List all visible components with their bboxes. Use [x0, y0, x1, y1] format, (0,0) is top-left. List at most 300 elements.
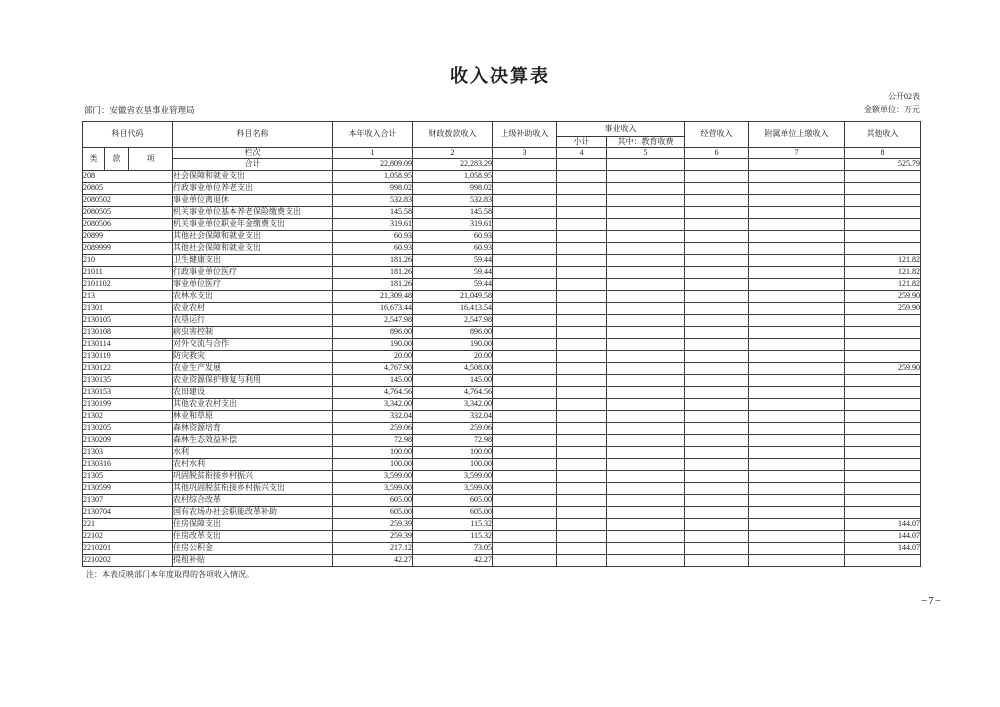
value-cell: 60.93: [333, 243, 413, 255]
value-cell: [845, 483, 921, 495]
value-cell: [493, 243, 557, 255]
subject-name-cell: 事业单位离退休: [173, 195, 333, 207]
value-cell: [557, 459, 607, 471]
value-cell: [493, 411, 557, 423]
value-cell: [749, 219, 845, 231]
value-cell: [845, 555, 921, 567]
value-cell: 16,673.44: [333, 303, 413, 315]
value-cell: [845, 351, 921, 363]
value-cell: 121.82: [845, 267, 921, 279]
value-cell: [493, 195, 557, 207]
table-row: [83, 351, 921, 363]
value-cell: [607, 303, 685, 315]
header-item: 项: [129, 148, 173, 171]
value-cell: [557, 387, 607, 399]
column-index-label: 栏次: [173, 148, 333, 159]
value-cell: [749, 231, 845, 243]
subject-code-cell: 2130122: [83, 363, 173, 375]
subject-name-cell: 提租补贴: [173, 555, 333, 567]
table-row: [83, 387, 921, 399]
value-cell: [607, 435, 685, 447]
subject-name-cell: 农业生产发展: [173, 363, 333, 375]
value-cell: [557, 363, 607, 375]
value-cell: [493, 555, 557, 567]
value-cell: [493, 291, 557, 303]
value-cell: [493, 303, 557, 315]
column-index: 2: [413, 148, 493, 159]
value-cell: [749, 375, 845, 387]
value-cell: 4,508.00: [413, 363, 493, 375]
table-row: [83, 435, 921, 447]
value-cell: 145.58: [413, 207, 493, 219]
value-cell: [845, 447, 921, 459]
table-row: [83, 255, 921, 267]
value-cell: [607, 411, 685, 423]
column-index: 8: [845, 148, 921, 159]
value-cell: [749, 471, 845, 483]
header-fiscal-appropriation: 财政拨款收入: [413, 122, 493, 148]
value-cell: 259.90: [845, 303, 921, 315]
value-cell: 145.00: [333, 375, 413, 387]
value-cell: 4,767.90: [333, 363, 413, 375]
value-cell: 60.93: [413, 243, 493, 255]
value-cell: [607, 399, 685, 411]
value-cell: [557, 279, 607, 291]
value-cell: 190.00: [413, 339, 493, 351]
value-cell: [685, 339, 749, 351]
value-cell: [607, 255, 685, 267]
value-cell: [749, 399, 845, 411]
value-cell: [685, 531, 749, 543]
subject-code-cell: 2130205: [83, 423, 173, 435]
subject-name-cell: 其他巩固脱贫衔接乡村振兴支出: [173, 483, 333, 495]
value-cell: [493, 531, 557, 543]
subject-name-cell: 其他农业农村支出: [173, 399, 333, 411]
page-number: −7−: [921, 595, 942, 607]
value-cell: [557, 219, 607, 231]
value-cell: 259.39: [333, 531, 413, 543]
value-cell: [557, 411, 607, 423]
table-row: [83, 519, 921, 531]
value-cell: 181.26: [333, 279, 413, 291]
subject-name-cell: 农村综合改革: [173, 495, 333, 507]
value-cell: 144.07: [845, 531, 921, 543]
value-cell: [685, 243, 749, 255]
value-cell: [685, 219, 749, 231]
subject-name-cell: 社会保障和就业支出: [173, 171, 333, 183]
value-cell: [607, 423, 685, 435]
value-cell: 42.27: [333, 555, 413, 567]
value-cell: [607, 363, 685, 375]
subject-name-cell: 水利: [173, 447, 333, 459]
table-row: [83, 543, 921, 555]
value-cell: 259.06: [413, 423, 493, 435]
value-cell: [845, 243, 921, 255]
table-row: [83, 483, 921, 495]
value-cell: [557, 183, 607, 195]
value-cell: [493, 171, 557, 183]
subject-code-cell: 2210202: [83, 555, 173, 567]
subject-name-cell: 行政事业单位医疗: [173, 267, 333, 279]
value-cell: [749, 171, 845, 183]
header-class: 类: [83, 148, 105, 171]
table-row: [83, 411, 921, 423]
value-cell: [685, 459, 749, 471]
value-cell: 259.06: [333, 423, 413, 435]
subject-name-cell: 农垦运行: [173, 315, 333, 327]
subject-code-cell: 221: [83, 519, 173, 531]
header-business-income-group: 事业收入: [557, 122, 685, 137]
total-label: 合计: [173, 159, 333, 171]
value-cell: [845, 195, 921, 207]
subject-name-cell: 巩固脱贫衔接乡村振兴: [173, 471, 333, 483]
value-cell: 42.27: [413, 555, 493, 567]
value-cell: 332.04: [413, 411, 493, 423]
value-cell: [607, 351, 685, 363]
column-index: 5: [607, 148, 685, 159]
value-cell: [845, 495, 921, 507]
subject-name-cell: 国有农场办社会职能改革补助: [173, 507, 333, 519]
table-row: [83, 375, 921, 387]
value-cell: [845, 315, 921, 327]
subject-code-cell: 20805: [83, 183, 173, 195]
subject-code-cell: 2089999: [83, 243, 173, 255]
value-cell: [607, 387, 685, 399]
value-cell: 59.44: [413, 267, 493, 279]
value-cell: [685, 279, 749, 291]
header-affiliated-income: 附属单位上缴收入: [749, 122, 845, 148]
value-cell: [685, 315, 749, 327]
table-note: 注：本表反映部门本年度取得的各项收入情况。: [86, 570, 254, 579]
subject-name-cell: 农村水利: [173, 459, 333, 471]
value-cell: [845, 183, 921, 195]
value-cell: 21,309.48: [333, 291, 413, 303]
table-row: [83, 267, 921, 279]
table-row: [83, 507, 921, 519]
value-cell: [493, 183, 557, 195]
table-row: [83, 243, 921, 255]
value-cell: [557, 435, 607, 447]
value-cell: [607, 447, 685, 459]
value-cell: 4,764.56: [333, 387, 413, 399]
subject-code-cell: 21307: [83, 495, 173, 507]
subject-name-cell: 农田建设: [173, 387, 333, 399]
value-cell: [607, 531, 685, 543]
value-cell: [607, 183, 685, 195]
column-index: 4: [557, 148, 607, 159]
value-cell: [493, 351, 557, 363]
table-row: [83, 471, 921, 483]
meta-block: [864, 90, 920, 116]
value-cell: [685, 483, 749, 495]
value-cell: [493, 279, 557, 291]
value-cell: 100.00: [333, 447, 413, 459]
value-cell: 2,547.98: [333, 315, 413, 327]
value-cell: 59.44: [413, 255, 493, 267]
value-cell: 190.00: [333, 339, 413, 351]
subject-code-cell: 21301: [83, 303, 173, 315]
value-cell: [685, 183, 749, 195]
value-cell: [493, 543, 557, 555]
value-cell: 1,058.95: [333, 171, 413, 183]
subject-code-cell: 2130153: [83, 387, 173, 399]
value-cell: [493, 219, 557, 231]
value-cell: [845, 399, 921, 411]
header-business-subtotal: 小计: [557, 137, 607, 148]
value-cell: 121.82: [845, 255, 921, 267]
value-cell: [607, 243, 685, 255]
value-cell: [845, 171, 921, 183]
subject-name-cell: 事业单位医疗: [173, 279, 333, 291]
table-row: [83, 171, 921, 183]
value-cell: [607, 231, 685, 243]
subject-code-cell: 2080506: [83, 219, 173, 231]
subject-name-cell: 病虫害控制: [173, 327, 333, 339]
table-body: [83, 171, 921, 567]
column-index: 6: [685, 148, 749, 159]
subject-name-cell: 农业资源保护修复与利用: [173, 375, 333, 387]
value-cell: [749, 411, 845, 423]
value-cell: [607, 543, 685, 555]
value-cell: [749, 447, 845, 459]
value-cell: 259.39: [333, 519, 413, 531]
value-cell: [845, 423, 921, 435]
value-cell: [493, 519, 557, 531]
value-cell: 605.00: [413, 495, 493, 507]
subject-name-cell: 住房公积金: [173, 543, 333, 555]
value-cell: [749, 183, 845, 195]
value-cell: [685, 195, 749, 207]
table-row: [83, 195, 921, 207]
table-row: [83, 231, 921, 243]
value-cell: 605.00: [413, 507, 493, 519]
value-cell: [845, 231, 921, 243]
total-value: [557, 159, 607, 171]
value-cell: [749, 387, 845, 399]
value-cell: [607, 339, 685, 351]
header-subject-name: 科目名称: [173, 122, 333, 148]
value-cell: 20.00: [333, 351, 413, 363]
department-label: 部门：安徽省农垦事业管理局: [84, 105, 195, 115]
value-cell: [493, 375, 557, 387]
value-cell: [607, 519, 685, 531]
subject-code-cell: 2130119: [83, 351, 173, 363]
table-row: [83, 219, 921, 231]
value-cell: [749, 291, 845, 303]
value-cell: [607, 171, 685, 183]
value-cell: [607, 207, 685, 219]
value-cell: [557, 447, 607, 459]
column-index: 7: [749, 148, 845, 159]
value-cell: 181.26: [333, 255, 413, 267]
value-cell: [493, 483, 557, 495]
value-cell: [607, 459, 685, 471]
value-cell: 115.32: [413, 519, 493, 531]
value-cell: [749, 255, 845, 267]
value-cell: [749, 243, 845, 255]
value-cell: [845, 327, 921, 339]
value-cell: 259.90: [845, 291, 921, 303]
header-current-year-total: 本年收入合计: [333, 122, 413, 148]
value-cell: 60.93: [413, 231, 493, 243]
value-cell: 3,342.00: [413, 399, 493, 411]
value-cell: [493, 255, 557, 267]
value-cell: 896.00: [333, 327, 413, 339]
value-cell: [749, 543, 845, 555]
value-cell: 145.58: [333, 207, 413, 219]
value-cell: [557, 315, 607, 327]
subject-code-cell: 2130704: [83, 507, 173, 519]
value-cell: 259.90: [845, 363, 921, 375]
subject-code-cell: 21303: [83, 447, 173, 459]
subject-code-cell: 2101102: [83, 279, 173, 291]
value-cell: [685, 375, 749, 387]
value-cell: [493, 507, 557, 519]
value-cell: 3,599.00: [333, 471, 413, 483]
table-row: [83, 555, 921, 567]
value-cell: [685, 207, 749, 219]
table-row: [83, 363, 921, 375]
value-cell: [493, 387, 557, 399]
value-cell: [685, 435, 749, 447]
value-cell: 73.05: [413, 543, 493, 555]
value-cell: [685, 303, 749, 315]
value-cell: [557, 195, 607, 207]
value-cell: 2,547.98: [413, 315, 493, 327]
table-row: [83, 447, 921, 459]
value-cell: [845, 219, 921, 231]
value-cell: 896.00: [413, 327, 493, 339]
value-cell: 998.02: [413, 183, 493, 195]
subject-name-cell: 机关事业单位职业年金缴费支出: [173, 219, 333, 231]
total-value: [749, 159, 845, 171]
value-cell: [845, 459, 921, 471]
value-cell: 72.98: [413, 435, 493, 447]
subject-code-cell: 2080502: [83, 195, 173, 207]
value-cell: [607, 375, 685, 387]
value-cell: [493, 495, 557, 507]
value-cell: [749, 279, 845, 291]
table-row: [83, 291, 921, 303]
value-cell: 319.61: [333, 219, 413, 231]
value-cell: [749, 507, 845, 519]
value-cell: [493, 447, 557, 459]
value-cell: [749, 459, 845, 471]
value-cell: [557, 171, 607, 183]
subject-code-cell: 2210201: [83, 543, 173, 555]
value-cell: 181.26: [333, 267, 413, 279]
value-cell: 319.61: [413, 219, 493, 231]
value-cell: [557, 207, 607, 219]
total-value: [493, 159, 557, 171]
value-cell: [557, 339, 607, 351]
subject-code-cell: 2130316: [83, 459, 173, 471]
value-cell: [557, 507, 607, 519]
subject-code-cell: 213: [83, 291, 173, 303]
table-row: [83, 495, 921, 507]
value-cell: [685, 495, 749, 507]
value-cell: [749, 423, 845, 435]
table-row: [83, 303, 921, 315]
page-title: 收入决算表: [450, 66, 550, 86]
value-cell: [493, 339, 557, 351]
value-cell: [493, 471, 557, 483]
value-cell: [607, 507, 685, 519]
value-cell: [845, 207, 921, 219]
subject-code-cell: 2130105: [83, 315, 173, 327]
value-cell: 332.04: [333, 411, 413, 423]
value-cell: [685, 351, 749, 363]
value-cell: [557, 519, 607, 531]
value-cell: 115.32: [413, 531, 493, 543]
value-cell: [685, 555, 749, 567]
total-value: 22,283.29: [413, 159, 493, 171]
value-cell: [557, 267, 607, 279]
value-cell: 605.00: [333, 495, 413, 507]
value-cell: 121.82: [845, 279, 921, 291]
value-cell: 100.00: [333, 459, 413, 471]
subject-code-cell: 21302: [83, 411, 173, 423]
value-cell: 60.93: [333, 231, 413, 243]
value-cell: 217.12: [333, 543, 413, 555]
value-cell: [493, 459, 557, 471]
value-cell: 3,599.00: [413, 471, 493, 483]
subject-name-cell: 森林生态效益补偿: [173, 435, 333, 447]
value-cell: [685, 267, 749, 279]
value-cell: 3,342.00: [333, 399, 413, 411]
value-cell: [493, 267, 557, 279]
value-cell: [685, 543, 749, 555]
value-cell: [749, 531, 845, 543]
value-cell: [557, 495, 607, 507]
value-cell: [557, 399, 607, 411]
value-cell: 998.02: [333, 183, 413, 195]
value-cell: [845, 339, 921, 351]
subject-code-cell: 208: [83, 171, 173, 183]
value-cell: [607, 195, 685, 207]
value-cell: [557, 231, 607, 243]
value-cell: [557, 531, 607, 543]
header-section: 款: [105, 148, 129, 171]
value-cell: [749, 495, 845, 507]
value-cell: [493, 315, 557, 327]
value-cell: [607, 267, 685, 279]
subject-name-cell: 卫生健康支出: [173, 255, 333, 267]
subject-name-cell: 农林水支出: [173, 291, 333, 303]
value-cell: [685, 231, 749, 243]
value-cell: [557, 327, 607, 339]
grand-total-row: [83, 159, 921, 171]
value-cell: [685, 507, 749, 519]
value-cell: 3,599.00: [333, 483, 413, 495]
value-cell: [685, 399, 749, 411]
value-cell: [493, 207, 557, 219]
value-cell: [749, 303, 845, 315]
column-index-row: [83, 148, 921, 159]
column-index: 3: [493, 148, 557, 159]
table-row: [83, 279, 921, 291]
value-cell: [557, 483, 607, 495]
value-cell: 605.00: [333, 507, 413, 519]
table-row: [83, 459, 921, 471]
value-cell: [557, 543, 607, 555]
value-cell: [845, 375, 921, 387]
header-subject-code: 科目代码: [83, 122, 173, 148]
value-cell: [557, 255, 607, 267]
subject-name-cell: 林业和草原: [173, 411, 333, 423]
header-education-fee: 其中：教育收费: [607, 137, 685, 148]
value-cell: [607, 315, 685, 327]
